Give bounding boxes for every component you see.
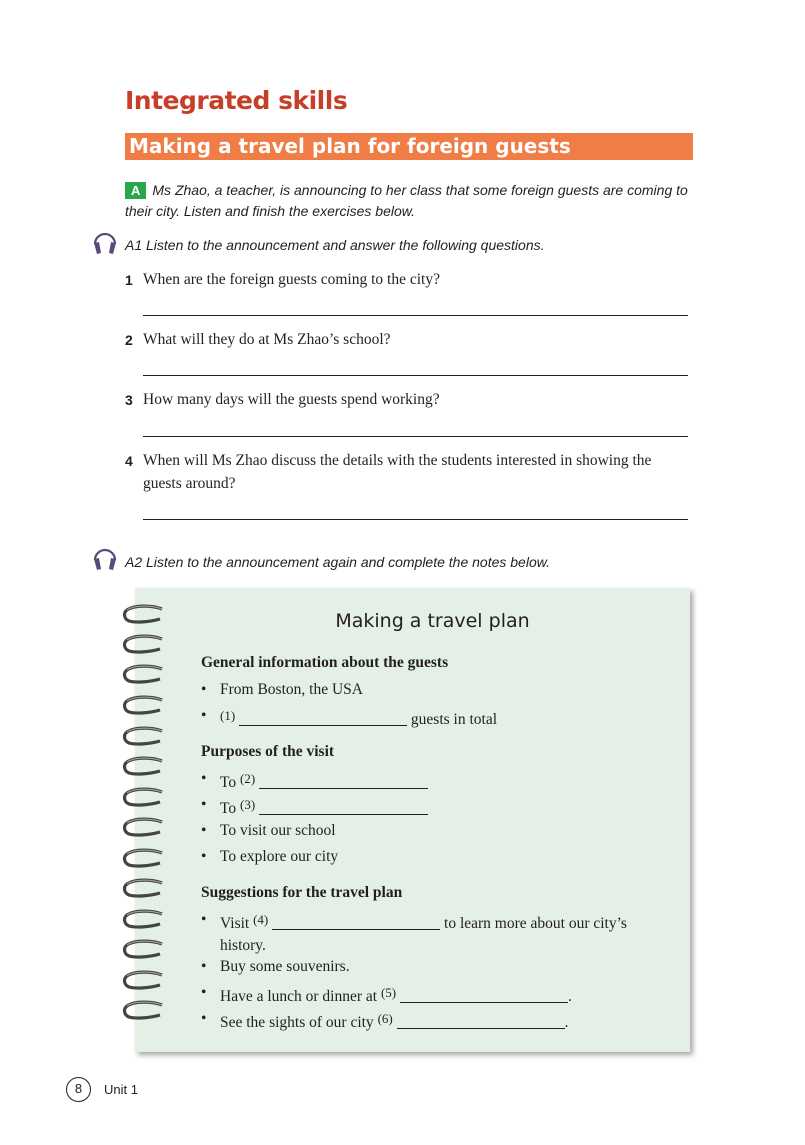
answer-line-1[interactable] (143, 315, 688, 316)
item-text: Have a lunch or dinner at (220, 988, 378, 1005)
bullet: • (201, 770, 207, 787)
unit-label: Unit 1 (104, 1082, 138, 1097)
item-text: guests in total (410, 711, 498, 728)
a1-instruction: A1 Listen to the announcement and answer the following questions. (125, 237, 545, 253)
question-text: What will they do at Ms Zhao’s school? (143, 331, 391, 348)
bullet: • (201, 958, 207, 975)
spiral-coil-icon (122, 664, 166, 684)
blank-number: (4) (253, 912, 269, 927)
spiral-coil-icon (122, 909, 166, 929)
page-number: 8 (66, 1077, 91, 1102)
blank-number: (6) (377, 1011, 393, 1026)
list-item (201, 1008, 671, 1034)
blank-5[interactable] (400, 989, 568, 1003)
spiral-coil-icon (122, 787, 166, 807)
list-item (201, 705, 671, 731)
blank-6[interactable] (397, 1015, 565, 1029)
spiral-coil-icon (122, 970, 166, 990)
item-text: to learn more about our city’s history. (220, 915, 627, 954)
spiral-coil-icon (122, 817, 166, 837)
spiral-coil-icon (122, 726, 166, 746)
bullet: • (201, 822, 207, 839)
question-text: How many days will the guests spend working? (143, 391, 440, 408)
list-item (201, 982, 671, 1008)
blank-number: (3) (240, 797, 256, 812)
answer-line-2[interactable] (143, 375, 688, 376)
question-number: 2 (125, 332, 133, 348)
bullet: • (201, 796, 207, 813)
blank-2[interactable] (259, 775, 428, 789)
bullet: • (201, 707, 207, 724)
blank-number: (1) (220, 708, 236, 723)
list-item (201, 956, 671, 978)
answer-line-3[interactable] (143, 436, 688, 437)
list-item (201, 768, 671, 794)
question-number: 4 (125, 453, 133, 469)
question-number: 1 (125, 272, 133, 288)
item-text: To visit our school (220, 822, 336, 839)
spiral-coil-icon (122, 848, 166, 868)
answer-line-4[interactable] (143, 519, 688, 520)
list-item (201, 679, 671, 701)
purposes-heading: Purposes of the visit (201, 743, 335, 760)
question-2 (125, 328, 688, 351)
spiral-coil-icon (122, 695, 166, 715)
blank-4[interactable] (272, 916, 440, 930)
blank-1[interactable] (239, 712, 407, 726)
question-4 (125, 449, 688, 495)
suggestions-heading: Suggestions for the travel plan (201, 884, 403, 901)
question-number: 3 (125, 392, 133, 408)
section-title: Making a travel plan for foreign guests (129, 134, 571, 158)
item-text: From Boston, the USA (220, 681, 363, 698)
item-text: To explore our city (220, 848, 339, 865)
spiral-coil-icon (122, 634, 166, 654)
list-item (201, 909, 671, 957)
list-item (201, 794, 671, 820)
bullet: • (201, 911, 207, 928)
bullet: • (201, 1010, 207, 1027)
section-banner (125, 133, 693, 160)
question-1 (125, 268, 688, 291)
item-text: . (568, 988, 572, 1005)
notes-title: Making a travel plan (335, 610, 530, 632)
part-a-badge: A (125, 182, 146, 199)
bullet: • (201, 681, 207, 698)
part-a-intro (125, 180, 690, 222)
item-text: To (220, 774, 237, 791)
question-text: When will Ms Zhao discuss the details with the students interested in showing the guests around? (143, 452, 652, 492)
page-title: Integrated skills (125, 86, 348, 115)
general-heading: General information about the guests (201, 654, 449, 671)
item-text: Visit (220, 915, 250, 932)
item-text: See the sights of our city (220, 1014, 374, 1031)
blank-number: (5) (380, 985, 397, 1000)
question-3 (125, 388, 688, 411)
blank-number: (2) (240, 771, 256, 786)
spiral-coil-icon (122, 878, 166, 898)
a2-instruction: A2 Listen to the announcement again and complete the notes below. (125, 554, 550, 570)
spiral-coil-icon (122, 604, 166, 624)
list-item (201, 846, 671, 868)
spiral-coil-icon (122, 939, 166, 959)
spiral-coil-icon (122, 756, 166, 776)
blank-3[interactable] (259, 801, 428, 815)
item-text: . (564, 1014, 569, 1031)
spiral-coil-icon (122, 1000, 166, 1020)
question-text: When are the foreign guests coming to the city? (143, 271, 440, 288)
headphones-icon (90, 542, 120, 572)
headphones-icon (90, 226, 120, 256)
bullet: • (201, 848, 207, 865)
part-a-intro-text: Ms Zhao, a teacher, is announcing to her class that some foreign guests are coming to their city. Listen and finish the exercises below. (125, 182, 688, 219)
bullet: • (201, 984, 207, 1001)
item-text: Buy some souvenirs. (220, 958, 350, 975)
list-item (201, 820, 671, 842)
item-text: To (220, 800, 237, 817)
